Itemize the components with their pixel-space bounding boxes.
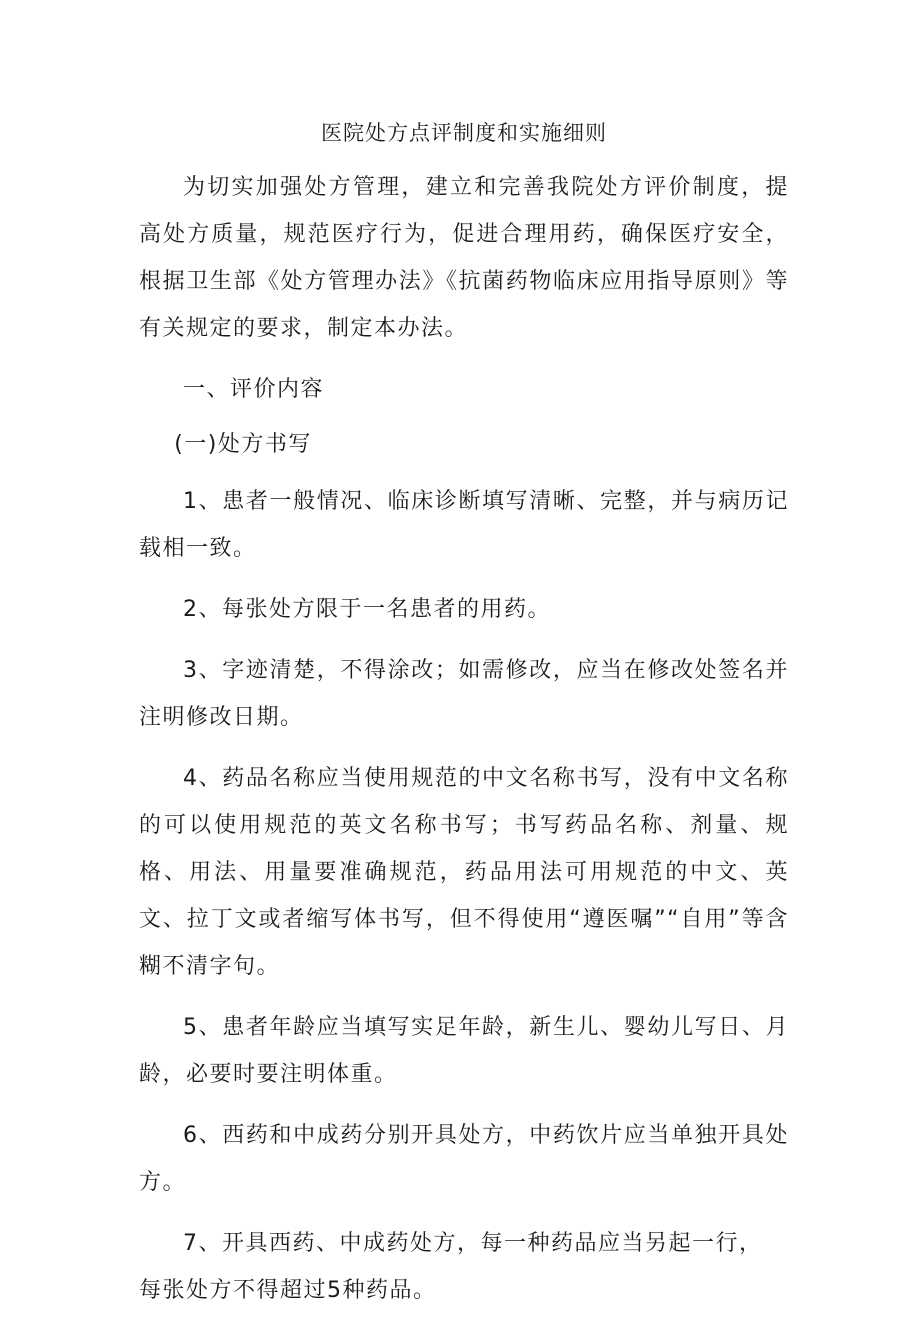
list-item-7-line-1: 7、开具西药、中成药处方，每一种药品应当另起一行， xyxy=(183,1231,763,1256)
list-item-7 xyxy=(139,1220,789,1314)
list-item-1: 1、患者一般情况、临床诊断填写清晰、完整，并与病历记载相一致。 xyxy=(139,489,789,561)
subsection-heading-prescription-writing: (一)处方书写 xyxy=(174,432,312,457)
intro-paragraph: 为切实加强处方管理，建立和完善我院处方评价制度，提高处方质量，规范医疗行为，促进合理用药，确保医疗安全，根据卫生部《处方管理办法》《抗菌药物临床应用指导原则》等有关规定的要求，制定本办法。 xyxy=(139,175,789,341)
list-item-7-line-2: 每张处方不得超过5种药品。 xyxy=(139,1278,437,1303)
document-title: 医院处方点评制度和实施细则 xyxy=(321,121,607,145)
list-item-6: 6、西药和中成药分别开具处方，中药饮片应当单独开具处方。 xyxy=(139,1123,789,1195)
list-item-4: 4、药品名称应当使用规范的中文名称书写，没有中文名称的可以使用规范的英文名称书写；书写药品名称、剂量、规格、用法、用量要准确规范，药品用法可用规范的中文、英文、拉丁文或者缩写体书写，但不得使用“遵医嘱”“自用”等含糊不清字句。 xyxy=(139,766,789,979)
document-body xyxy=(139,112,789,1328)
list-item-3: 3、字迹清楚，不得涂改；如需修改，应当在修改处签名并注明修改日期。 xyxy=(139,658,789,730)
list-item-2: 2、每张处方限于一名患者的用药。 xyxy=(183,597,551,622)
list-item-5: 5、患者年龄应当填写实足年龄，新生儿、婴幼儿写日、月龄，必要时要注明体重。 xyxy=(139,1015,789,1087)
section-heading-evaluation-content: 一、评价内容 xyxy=(183,377,325,402)
